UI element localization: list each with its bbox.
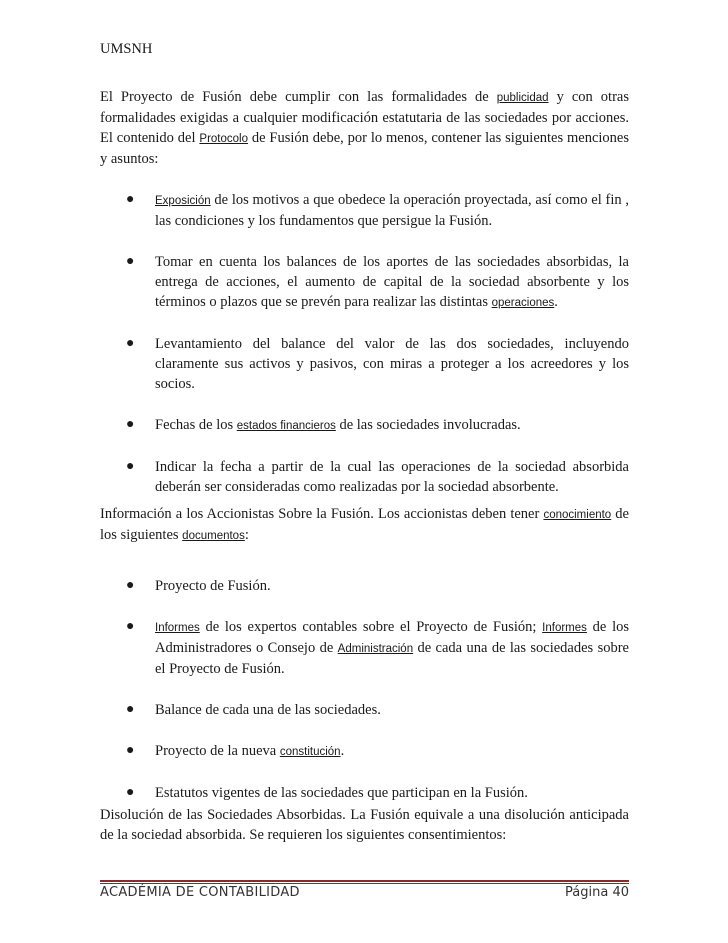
info-text-3: : [244,527,249,543]
link-publicidad[interactable]: publicidad [496,92,549,104]
list-item [100,334,629,394]
contents-list [100,190,629,497]
list-item-text: de los motivos a que obedece la operación proyectada, así como el fin , las condiciones y los fundamentos que persigue la Fusión. [155,192,629,229]
link-documentos[interactable]: documentos [182,530,245,542]
bullet-icon: ● [126,619,135,634]
bullet-icon: ● [126,336,135,351]
intro-text-2: y con otras formalidades exigidas a cualquier modificación estatutaria de las sociedades por acciones. El contenido del [100,89,629,146]
link-informes-2[interactable]: Informes [542,622,587,634]
list-item-tail: de las sociedades involucradas. [335,417,521,433]
list-item-text: Proyecto de la nueva [155,743,280,759]
page-number: Página 40 [565,885,629,900]
bullet-icon: ● [126,192,135,207]
info-paragraph [100,504,629,546]
list-item-text: Balance de cada una de las sociedades. [155,702,381,718]
list-item-text: de cada una de las sociedades sobre el Proyecto de Fusión. [155,640,629,677]
link-administracion[interactable]: Administración [337,643,414,655]
footer-academy: ACADÉMIA DE CONTABILIDAD [100,885,300,900]
bullet-icon: ● [126,578,135,593]
bullet-icon: ● [126,702,135,717]
list-item [100,252,629,313]
list-item [100,457,629,497]
link-protocolo[interactable]: Protocolo [199,133,248,145]
bullet-icon: ● [126,785,135,800]
list-item-text: Proyecto de Fusión. [155,578,271,594]
list-item-text: Estatutos vigentes de las sociedades que participan en la Fusión. [155,785,528,801]
link-estados-financieros[interactable]: estados financieros [236,420,336,432]
intro-text-3: de Fusión debe, por lo menos, contener las siguientes menciones y asuntos: [100,130,630,167]
list-item [100,415,629,436]
list-item [100,741,629,762]
info-text-1: Información a los Accionistas Sobre la Fusión. Los accionistas deben tener [100,506,544,522]
list-item [100,190,629,231]
link-operaciones[interactable]: operaciones [491,297,555,309]
list-item [100,700,629,720]
footer-divider [100,880,629,882]
list-item-text: de los Administradores o Consejo de [155,619,629,656]
bullet-icon: ● [126,254,135,269]
intro-text-1: El Proyecto de Fusión debe cumplir con las formalidades de [100,89,497,105]
list-item-tail: . [340,743,345,759]
intro-paragraph [100,87,629,169]
list-item-text: de los expertos contables sobre el Proyecto de Fusión; [199,619,543,635]
bullet-icon: ● [126,459,135,474]
list-item-text: Indicar la fecha a partir de la cual las operaciones de la sociedad absorbida deberán ser consideradas como realizadas por la sociedad absorbente. [155,459,629,495]
link-informes[interactable]: Informes [155,622,200,634]
info-text-2: de los siguientes [100,506,629,543]
link-exposicion[interactable]: Exposición [155,195,211,207]
list-item-text: Tomar en cuenta los balances de los aportes de las sociedades absorbidas, la entrega de acciones, el aumento de capital de la sociedad absorbente y los términos o plazos que se prevén para realizar las distintas [155,254,629,310]
list-item-text: Fechas de los [155,417,237,433]
list-item-text: Levantamiento del balance del valor de las dos sociedades, incluyendo claramente sus activos y pasivos, con miras a proteger a los acreedores y los socios. [155,336,629,392]
bullet-icon: ● [126,417,135,432]
disolucion-paragraph: Disolución de las Sociedades Absorbidas. La Fusión equivale a una disolución anticipada de la sociedad absorbida. Se requieren los siguientes consentimientos: [100,807,629,843]
link-conocimiento[interactable]: conocimiento [543,509,612,521]
bullet-icon: ● [126,743,135,758]
link-constitucion[interactable]: constitución [279,746,341,758]
footer-divider-thin [100,883,629,884]
list-item [100,576,629,596]
list-item [100,783,629,803]
page-header: UMSNH [100,41,153,57]
list-item [100,617,629,679]
documents-list [100,576,629,803]
list-item-tail: . [554,294,558,310]
